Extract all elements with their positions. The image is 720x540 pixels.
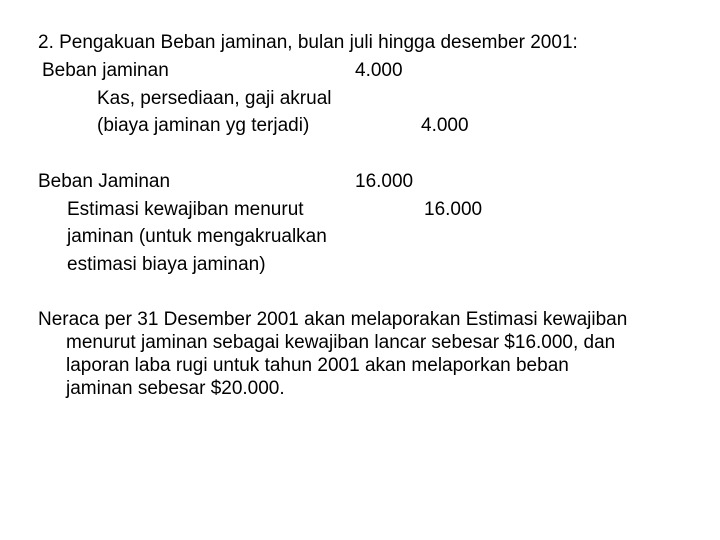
entry1-debit-account: Beban jaminan — [42, 60, 169, 81]
entry2-credit-account-line3: estimasi biaya jaminan) — [67, 254, 266, 275]
conclusion-line2: menurut jaminan sebagai kewajiban lancar sebesar $16.000, dan — [66, 332, 616, 353]
conclusion-line1: Neraca per 31 Desember 2001 akan melaporakan Estimasi kewajiban — [38, 309, 628, 330]
entry1-credit-account-line1: Kas, persediaan, gaji akrual — [97, 88, 332, 109]
entry2-debit-account: Beban Jaminan — [38, 171, 171, 192]
conclusion-line4: jaminan sebesar $20.000. — [66, 378, 285, 399]
entry2-debit-amount: 16.000 — [355, 171, 414, 192]
entry2-credit-amount: 16.000 — [424, 199, 483, 220]
slide-title: 2. Pengakuan Beban jaminan, bulan juli hingga desember 2001: — [38, 32, 578, 53]
conclusion-paragraph — [38, 308, 710, 400]
entry1-credit-account-line2: (biaya jaminan yg terjadi) — [97, 115, 310, 136]
entry2-credit-account-line2: jaminan (untuk mengakrualkan — [67, 226, 327, 247]
entry2-credit-account-line1: Estimasi kewajiban menurut — [67, 199, 304, 220]
entry1-debit-amount: 4.000 — [355, 60, 403, 81]
entry1-credit-amount: 4.000 — [421, 115, 469, 136]
conclusion-line3: laporan laba rugi untuk tahun 2001 akan melaporkan beban — [66, 355, 569, 376]
